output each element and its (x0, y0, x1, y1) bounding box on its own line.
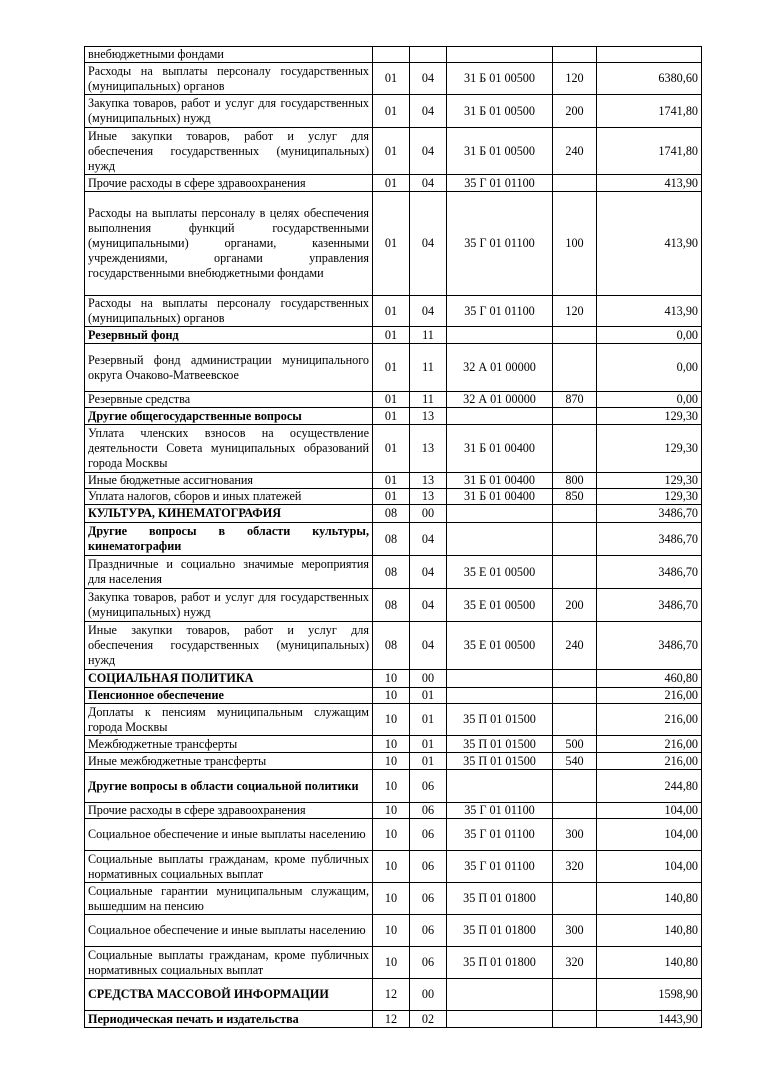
subsection-code-cell: 06 (410, 803, 447, 819)
target-article-cell: 35 Е 01 00500 (447, 556, 553, 589)
table-row (85, 128, 702, 175)
expense-type-cell: 200 (553, 95, 597, 128)
section-code-cell: 01 (373, 95, 410, 128)
table-row (85, 425, 702, 473)
expense-type-cell: 240 (553, 128, 597, 175)
target-article-cell: 35 П 01 01800 (447, 883, 553, 915)
section-code-cell: 01 (373, 327, 410, 344)
target-article-cell: 35 Г 01 01100 (447, 851, 553, 883)
amount-cell: 216,00 (597, 736, 702, 753)
expense-type-cell (553, 344, 597, 392)
target-article-cell: 35 Г 01 01100 (447, 803, 553, 819)
subsection-code-cell: 04 (410, 296, 447, 327)
amount-cell: 140,80 (597, 915, 702, 947)
amount-cell: 1443,90 (597, 1011, 702, 1028)
target-article-cell (447, 505, 553, 523)
row-name-cell: Доплаты к пенсиям муниципальным служащим города Москвы (85, 704, 373, 736)
expense-type-cell: 300 (553, 819, 597, 851)
budget-table-body (85, 47, 702, 1028)
table-row (85, 670, 702, 688)
row-name-cell: Расходы на выплаты персоналу в целях обеспечения выполнения функций государственными (муниципальными) органами, казенными учреждениями, органами управления государственными внебюджетными фондами (85, 192, 373, 296)
section-code-cell: 12 (373, 1011, 410, 1028)
subsection-code-cell: 06 (410, 819, 447, 851)
row-name-cell: внебюджетными фондами (85, 47, 373, 63)
subsection-code-cell: 04 (410, 589, 447, 622)
section-code-cell: 08 (373, 523, 410, 556)
table-row (85, 47, 702, 63)
target-article-cell: 35 Г 01 01100 (447, 296, 553, 327)
section-code-cell: 01 (373, 63, 410, 95)
expense-type-cell: 120 (553, 63, 597, 95)
table-row (85, 296, 702, 327)
amount-cell: 0,00 (597, 327, 702, 344)
table-row (85, 392, 702, 408)
target-article-cell: 35 П 01 01800 (447, 915, 553, 947)
row-name-cell: Иные межбюджетные трансферты (85, 753, 373, 770)
row-name-cell: Прочие расходы в сфере здравоохранения (85, 803, 373, 819)
section-code-cell: 01 (373, 296, 410, 327)
table-row (85, 704, 702, 736)
section-code-cell: 10 (373, 851, 410, 883)
table-row (85, 1011, 702, 1028)
target-article-cell: 31 Б 01 00400 (447, 473, 553, 489)
expense-type-cell (553, 175, 597, 192)
expense-type-cell (553, 688, 597, 704)
row-name-cell: Уплата членских взносов на осуществление деятельности Совета муниципальных образований города Москвы (85, 425, 373, 473)
target-article-cell (447, 408, 553, 425)
amount-cell: 3486,70 (597, 505, 702, 523)
expense-type-cell: 120 (553, 296, 597, 327)
subsection-code-cell: 13 (410, 425, 447, 473)
row-name-cell: Другие вопросы в области социальной политики (85, 770, 373, 803)
subsection-code-cell: 06 (410, 770, 447, 803)
amount-cell: 129,30 (597, 489, 702, 505)
amount-cell: 3486,70 (597, 589, 702, 622)
subsection-code-cell: 01 (410, 736, 447, 753)
expense-type-cell: 320 (553, 947, 597, 979)
expense-type-cell: 200 (553, 589, 597, 622)
amount-cell: 3486,70 (597, 556, 702, 589)
expense-type-cell (553, 47, 597, 63)
table-row (85, 915, 702, 947)
subsection-code-cell: 06 (410, 851, 447, 883)
section-code-cell: 10 (373, 947, 410, 979)
section-code-cell: 12 (373, 979, 410, 1011)
amount-cell: 129,30 (597, 408, 702, 425)
target-article-cell: 32 А 01 00000 (447, 344, 553, 392)
subsection-code-cell: 06 (410, 947, 447, 979)
subsection-code-cell: 00 (410, 670, 447, 688)
section-code-cell: 10 (373, 770, 410, 803)
row-name-cell: Резервный фонд (85, 327, 373, 344)
target-article-cell: 35 П 01 01800 (447, 947, 553, 979)
target-article-cell: 31 Б 01 00400 (447, 489, 553, 505)
expense-type-cell: 300 (553, 915, 597, 947)
subsection-code-cell: 02 (410, 1011, 447, 1028)
subsection-code-cell: 04 (410, 556, 447, 589)
amount-cell: 129,30 (597, 425, 702, 473)
expense-type-cell (553, 425, 597, 473)
table-row (85, 753, 702, 770)
target-article-cell (447, 688, 553, 704)
section-code-cell: 10 (373, 670, 410, 688)
row-name-cell: Резервный фонд администрации муниципального округа Очаково-Матвеевское (85, 344, 373, 392)
table-row (85, 819, 702, 851)
row-name-cell: Социальное обеспечение и иные выплаты населению (85, 819, 373, 851)
target-article-cell: 35 П 01 01500 (447, 704, 553, 736)
expense-type-cell (553, 883, 597, 915)
table-row (85, 327, 702, 344)
row-name-cell: Уплата налогов, сборов и иных платежей (85, 489, 373, 505)
amount-cell: 1741,80 (597, 95, 702, 128)
subsection-code-cell: 01 (410, 753, 447, 770)
section-code-cell: 10 (373, 753, 410, 770)
subsection-code-cell: 04 (410, 95, 447, 128)
amount-cell: 3486,70 (597, 523, 702, 556)
expense-type-cell (553, 704, 597, 736)
row-name-cell: Социальное обеспечение и иные выплаты населению (85, 915, 373, 947)
row-name-cell: Расходы на выплаты персоналу государственных (муниципальных) органов (85, 296, 373, 327)
table-row (85, 95, 702, 128)
expense-type-cell (553, 1011, 597, 1028)
subsection-code-cell: 06 (410, 883, 447, 915)
section-code-cell: 08 (373, 589, 410, 622)
table-row (85, 770, 702, 803)
target-article-cell (447, 979, 553, 1011)
target-article-cell: 35 П 01 01500 (447, 736, 553, 753)
target-article-cell: 32 А 01 00000 (447, 392, 553, 408)
subsection-code-cell: 04 (410, 63, 447, 95)
expense-type-cell (553, 523, 597, 556)
row-name-cell: Пенсионное обеспечение (85, 688, 373, 704)
row-name-cell: Иные бюджетные ассигнования (85, 473, 373, 489)
section-code-cell: 10 (373, 688, 410, 704)
target-article-cell: 31 Б 01 00500 (447, 128, 553, 175)
row-name-cell: Закупка товаров, работ и услуг для государственных (муниципальных) нужд (85, 589, 373, 622)
amount-cell: 129,30 (597, 473, 702, 489)
target-article-cell: 35 Г 01 01100 (447, 192, 553, 296)
expense-type-cell (553, 979, 597, 1011)
section-code-cell: 10 (373, 915, 410, 947)
table-row (85, 523, 702, 556)
table-row (85, 473, 702, 489)
row-name-cell: Другие общегосударственные вопросы (85, 408, 373, 425)
section-code-cell: 01 (373, 425, 410, 473)
expense-type-cell: 540 (553, 753, 597, 770)
expense-type-cell: 500 (553, 736, 597, 753)
section-code-cell: 01 (373, 128, 410, 175)
row-name-cell: СРЕДСТВА МАССОВОЙ ИНФОРМАЦИИ (85, 979, 373, 1011)
subsection-code-cell: 13 (410, 473, 447, 489)
amount-cell: 104,00 (597, 819, 702, 851)
table-row (85, 175, 702, 192)
expense-type-cell: 850 (553, 489, 597, 505)
subsection-code-cell: 13 (410, 408, 447, 425)
target-article-cell (447, 770, 553, 803)
budget-table (84, 46, 702, 1028)
table-row (85, 589, 702, 622)
amount-cell: 216,00 (597, 753, 702, 770)
row-name-cell: Межбюджетные трансферты (85, 736, 373, 753)
target-article-cell: 35 Г 01 01100 (447, 819, 553, 851)
row-name-cell: Закупка товаров, работ и услуг для государственных (муниципальных) нужд (85, 95, 373, 128)
table-row (85, 505, 702, 523)
table-row (85, 63, 702, 95)
amount-cell: 104,00 (597, 851, 702, 883)
section-code-cell: 10 (373, 819, 410, 851)
row-name-cell: Социальные гарантии муниципальным служащим, вышедшим на пенсию (85, 883, 373, 915)
amount-cell: 413,90 (597, 296, 702, 327)
row-name-cell: Социальные выплаты гражданам, кроме публичных нормативных социальных выплат (85, 851, 373, 883)
section-code-cell: 01 (373, 489, 410, 505)
target-article-cell: 35 П 01 01500 (447, 753, 553, 770)
expense-type-cell: 240 (553, 622, 597, 670)
amount-cell: 6380,60 (597, 63, 702, 95)
row-name-cell: Социальные выплаты гражданам, кроме публичных нормативных социальных выплат (85, 947, 373, 979)
row-name-cell: СОЦИАЛЬНАЯ ПОЛИТИКА (85, 670, 373, 688)
amount-cell: 413,90 (597, 175, 702, 192)
expense-type-cell (553, 803, 597, 819)
subsection-code-cell: 00 (410, 979, 447, 1011)
expense-type-cell (553, 670, 597, 688)
expense-type-cell (553, 505, 597, 523)
expense-type-cell (553, 556, 597, 589)
subsection-code-cell: 00 (410, 505, 447, 523)
subsection-code-cell: 01 (410, 688, 447, 704)
subsection-code-cell: 13 (410, 489, 447, 505)
amount-cell (597, 47, 702, 63)
expense-type-cell (553, 327, 597, 344)
section-code-cell: 01 (373, 344, 410, 392)
subsection-code-cell (410, 47, 447, 63)
section-code-cell: 08 (373, 622, 410, 670)
amount-cell: 140,80 (597, 883, 702, 915)
table-row (85, 883, 702, 915)
amount-cell: 216,00 (597, 688, 702, 704)
amount-cell: 1598,90 (597, 979, 702, 1011)
target-article-cell: 31 Б 01 00400 (447, 425, 553, 473)
expense-type-cell: 320 (553, 851, 597, 883)
expense-type-cell: 100 (553, 192, 597, 296)
target-article-cell (447, 47, 553, 63)
expense-type-cell: 870 (553, 392, 597, 408)
table-row (85, 851, 702, 883)
amount-cell: 0,00 (597, 392, 702, 408)
table-row (85, 556, 702, 589)
table-row (85, 688, 702, 704)
section-code-cell: 10 (373, 883, 410, 915)
section-code-cell: 10 (373, 736, 410, 753)
section-code-cell: 08 (373, 505, 410, 523)
expense-type-cell: 800 (553, 473, 597, 489)
subsection-code-cell: 04 (410, 192, 447, 296)
target-article-cell: 31 Б 01 00500 (447, 95, 553, 128)
section-code-cell: 01 (373, 473, 410, 489)
section-code-cell: 01 (373, 392, 410, 408)
row-name-cell: КУЛЬТУРА, КИНЕМАТОГРАФИЯ (85, 505, 373, 523)
section-code-cell (373, 47, 410, 63)
table-row (85, 192, 702, 296)
amount-cell: 244,80 (597, 770, 702, 803)
row-name-cell: Иные закупки товаров, работ и услуг для обеспечения государственных (муниципальных) нужд (85, 128, 373, 175)
subsection-code-cell: 01 (410, 704, 447, 736)
expense-type-cell (553, 408, 597, 425)
target-article-cell: 35 Е 01 00500 (447, 589, 553, 622)
subsection-code-cell: 04 (410, 175, 447, 192)
subsection-code-cell: 11 (410, 392, 447, 408)
section-code-cell: 10 (373, 704, 410, 736)
expense-type-cell (553, 770, 597, 803)
amount-cell: 216,00 (597, 704, 702, 736)
target-article-cell (447, 327, 553, 344)
section-code-cell: 01 (373, 192, 410, 296)
row-name-cell: Расходы на выплаты персоналу государственных (муниципальных) органов (85, 63, 373, 95)
target-article-cell (447, 1011, 553, 1028)
target-article-cell: 31 Б 01 00500 (447, 63, 553, 95)
target-article-cell (447, 670, 553, 688)
row-name-cell: Периодическая печать и издательства (85, 1011, 373, 1028)
subsection-code-cell: 11 (410, 344, 447, 392)
amount-cell: 460,80 (597, 670, 702, 688)
target-article-cell (447, 523, 553, 556)
table-row (85, 489, 702, 505)
row-name-cell: Праздничные и социально значимые мероприятия для населения (85, 556, 373, 589)
section-code-cell: 10 (373, 803, 410, 819)
amount-cell: 413,90 (597, 192, 702, 296)
table-row (85, 622, 702, 670)
subsection-code-cell: 04 (410, 622, 447, 670)
section-code-cell: 08 (373, 556, 410, 589)
table-row (85, 947, 702, 979)
row-name-cell: Иные закупки товаров, работ и услуг для обеспечения государственных (муниципальных) нужд (85, 622, 373, 670)
subsection-code-cell: 06 (410, 915, 447, 947)
row-name-cell: Резервные средства (85, 392, 373, 408)
amount-cell: 0,00 (597, 344, 702, 392)
table-row (85, 979, 702, 1011)
table-row (85, 803, 702, 819)
table-row (85, 408, 702, 425)
target-article-cell: 35 Е 01 00500 (447, 622, 553, 670)
amount-cell: 104,00 (597, 803, 702, 819)
table-row (85, 736, 702, 753)
section-code-cell: 01 (373, 175, 410, 192)
section-code-cell: 01 (373, 408, 410, 425)
subsection-code-cell: 04 (410, 128, 447, 175)
amount-cell: 3486,70 (597, 622, 702, 670)
target-article-cell: 35 Г 01 01100 (447, 175, 553, 192)
row-name-cell: Прочие расходы в сфере здравоохранения (85, 175, 373, 192)
row-name-cell: Другие вопросы в области культуры, кинематографии (85, 523, 373, 556)
table-row (85, 344, 702, 392)
subsection-code-cell: 04 (410, 523, 447, 556)
amount-cell: 140,80 (597, 947, 702, 979)
amount-cell: 1741,80 (597, 128, 702, 175)
subsection-code-cell: 11 (410, 327, 447, 344)
